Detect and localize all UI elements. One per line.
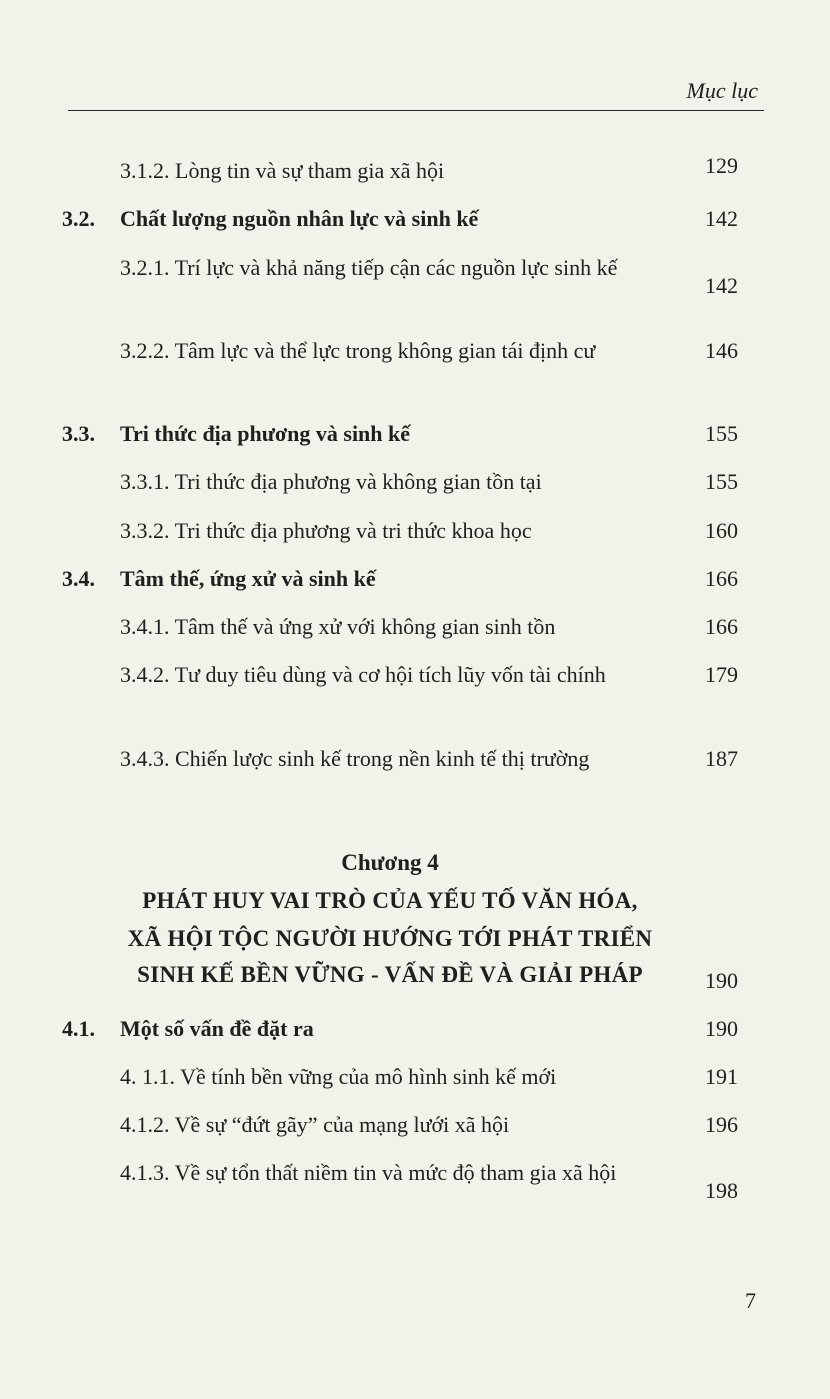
running-header: Mục lục: [686, 78, 758, 103]
toc-section-title: Tâm thế, ứng xử và sinh kế: [120, 566, 376, 591]
toc-entry-title: 4.1.2. Về sự “đứt gãy” của mạng lưới xã hội: [120, 1112, 510, 1137]
page-number: 7: [745, 1288, 756, 1313]
toc-entry-page: 146: [705, 338, 738, 363]
toc-section-page: 142: [705, 206, 738, 231]
toc-section-page: 155: [705, 421, 738, 446]
toc-entry-title: 3.4.3. Chiến lược sinh kế trong nền kinh tế thị trường: [120, 746, 590, 771]
toc-section-page: 166: [705, 566, 738, 591]
toc-entry-page: 191: [705, 1064, 738, 1089]
toc-entry-page: 166: [705, 614, 738, 639]
toc-entry-title: 3.4.2. Tư duy tiêu dùng và cơ hội tích lũy vốn tài chính: [120, 662, 606, 687]
chapter-title-line: XÃ HỘI TỘC NGƯỜI HƯỚNG TỚI PHÁT TRIỂN: [127, 926, 653, 951]
header-rule: [68, 110, 764, 111]
toc-section-number: 3.3.: [62, 421, 95, 446]
toc-entry-title: 4. 1.1. Về tính bền vững của mô hình sinh kế mới: [120, 1064, 557, 1089]
toc-entry-title: 3.2.1. Trí lực và khả năng tiếp cận các nguồn lực sinh kế: [120, 255, 618, 280]
toc-entry-title: 3.1.2. Lòng tin và sự tham gia xã hội: [120, 158, 445, 183]
toc-entry-page: 142: [705, 273, 738, 298]
toc-entry-title: 3.4.1. Tâm thế và ứng xử với không gian sinh tồn: [120, 614, 556, 639]
toc-section-title: Một số vấn đề đặt ra: [120, 1016, 314, 1041]
chapter-page: 190: [705, 968, 738, 993]
toc-section-title: Chất lượng nguồn nhân lực và sinh kế: [120, 206, 479, 231]
toc-section-number: 3.2.: [62, 206, 95, 231]
toc-entry-title: 3.3.1. Tri thức địa phương và không gian tồn tại: [120, 469, 542, 494]
toc-entry-page: 160: [705, 518, 738, 543]
toc-entry-page: 187: [705, 746, 738, 771]
toc-section-page: 190: [705, 1016, 738, 1041]
toc-entry-page: 129: [705, 153, 738, 178]
toc-section-number: 3.4.: [62, 566, 95, 591]
toc-entry-title: 3.2.2. Tâm lực và thể lực trong không gian tái định cư: [120, 338, 596, 363]
toc-section-title: Tri thức địa phương và sinh kế: [120, 421, 411, 446]
toc-entry-page: 179: [705, 662, 738, 687]
chapter-title-line: PHÁT HUY VAI TRÒ CỦA YẾU TỐ VĂN HÓA,: [142, 888, 638, 913]
toc-section-number: 4.1.: [62, 1016, 95, 1041]
toc-entry-page: 196: [705, 1112, 738, 1137]
toc-entry-title: 3.3.2. Tri thức địa phương và tri thức khoa học: [120, 518, 532, 543]
chapter-label: Chương 4: [341, 850, 439, 875]
toc-entry-page: 198: [705, 1178, 738, 1203]
toc-entry-page: 155: [705, 469, 738, 494]
toc-entry-title: 4.1.3. Về sự tổn thất niềm tin và mức độ tham gia xã hội: [120, 1160, 617, 1185]
chapter-title-line: SINH KẾ BỀN VỮNG - VẤN ĐỀ VÀ GIẢI PHÁP: [137, 962, 643, 987]
